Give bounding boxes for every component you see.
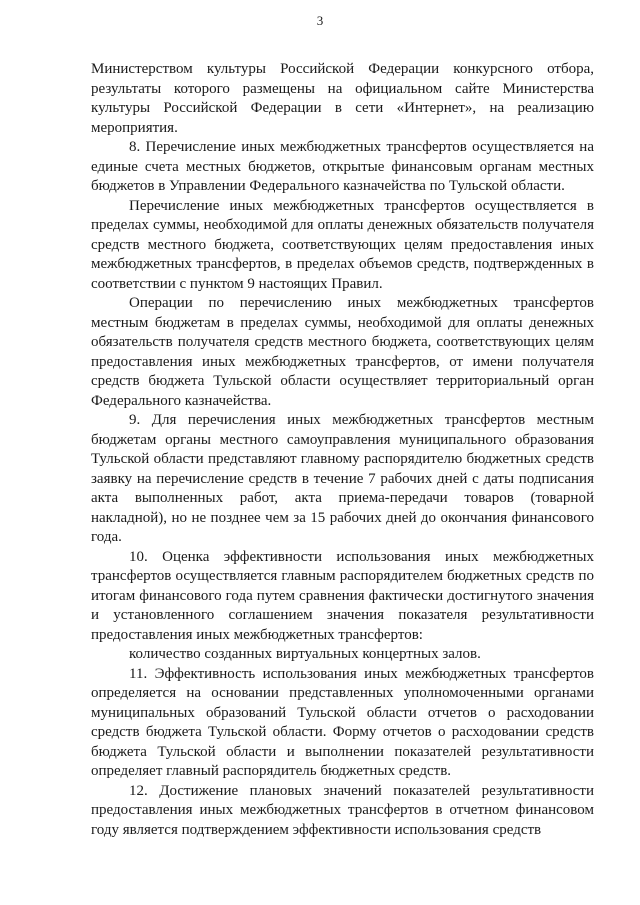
paragraph-item-12: 12. Достижение плановых значений показателей результативности предоставления иных межбюджетных трансфертов в отчетном финансовом году является подтверждением эффективности использования средств [91,782,594,838]
paragraph-item-11: 11. Эффективность использования иных межбюджетных трансфертов определяется на основании представленных уполномоченными органами муниципальных образований Тульской области отчетов о расходовании средств бюджета Тульской области. Форму отчетов о расходовании средств бюджета Тульской области и выполнении показателей результативности определяет главный распорядитель бюджетных средств. [91,665,594,779]
paragraph-item-10: 10. Оценка эффективности использования иных межбюджетных трансфертов осуществляется главным распорядителем бюджетных средств по итогам финансового года путем сравнения фактически достигнутого значения и установленного соглашением значения показателя результативности предоставления иных межбюджетных трансфертов: [91,548,594,643]
paragraph-item-9: 9. Для перечисления иных межбюджетных трансфертов местным бюджетам органы местного самоуправления муниципального образования Тульской области представляют главному распорядителю бюджетных средств заявку на перечисление средств в течение 7 рабочих дней с даты подписания акта выполненных работ, акта приема-передачи товаров (товарной накладной), но не позднее чем за 15 рабочих дней до окончания финансового года. [91,412,594,545]
document-body [91,60,594,840]
page-number: 3 [316,13,324,28]
paragraph-item-8-treasury-operations: Операции по перечислению иных межбюджетных трансфертов местным бюджетам в пределах суммы, необходимой для оплаты денежных обязательств получателя средств местного бюджета, соответствующих целям предоставления иных межбюджетных трансфертов, от имени получателя средств бюджета Тульской области осуществляет территориальный орган Федерального казначейства. [91,295,594,409]
paragraph-item-8-transfer-limits: Перечисление иных межбюджетных трансфертов осуществляется в пределах суммы, необходимой для оплаты денежных обязательств получателя средств местного бюджета, соответствующих целям предоставления иных межбюджетных трансфертов, в пределах объемов средств, подтвержденных в соответствии с пунктом 9 настоящих Правил. [91,197,594,292]
paragraph-item-10-indicator: количество созданных виртуальных концертных залов. [129,646,481,662]
paragraph-item-8: 8. Перечисление иных межбюджетных трансфертов осуществляется на единые счета местных бюджетов, открытые финансовым органам местных бюджетов в Управлении Федерального казначейства по Тульской области. [91,139,594,194]
paragraph-continuation: Министерством культуры Российской Федерации конкурсного отбора, результаты которого размещены на официальном сайте Министерства культуры Российской Федерации в сети «Интернет», на реализацию мероприятия. [91,61,594,136]
